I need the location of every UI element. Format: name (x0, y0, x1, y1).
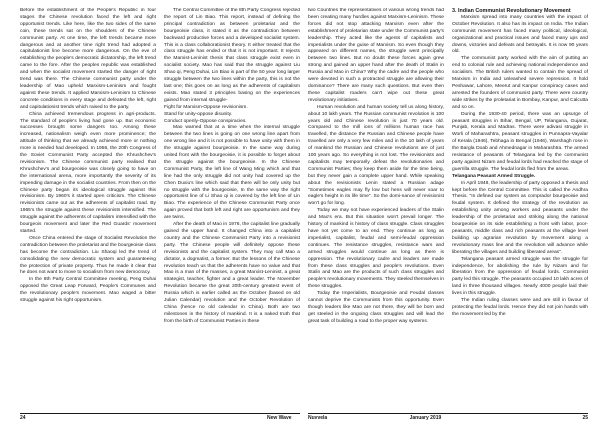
paragraph: two Countries the representatives of various wrong trends had been creating many hurdles against Marxism-Leninism. These forces did not stop attacking Marxism even after the establishment of proletarian state under the Communist party's leadership. They acted like the agents of capitalists and imperialists under the guise of Marxism. So even though they appeared on different names, the struggle went principally between two lines. But no doubt these forces again grew strong and gained an upper hand after the death of Stalin in Russia and Mao in China? Why the cadre and the people who were devoted in such a protracted struggle are allowing their dominance? There are many such questions. But even then these capitalist roaders can't wipe out these great revolutionary initiatives. (308, 8, 444, 103)
paragraph: The communist party worked with the aim of putting an end to colonial rule and achieving national independence and socialism. The British rulers wanted to contain the spread of Marxism in India and unleashed severe repression. It hold Peshawar, Lahore, Meerut and Kanpur conspiracy cases and arrested the founders of communist party. There were country wide strikes by the proletariat in Bombay, Kanpur, and Calcutta and so on. (452, 56, 588, 110)
section-heading: 3. Indian Communist Revolutionary Movement (452, 8, 571, 14)
paragraph: The Central Committee of the 8th Party Congress rejected the report of Lin Biao. This report, instead of defining the principal contradiction as between proletariat and the bourgeoisie class, it stated it as the contradiction between backward productive forces and a developed socialist system. This is a class collaborationist theory. It either treated that the class struggle has ended or that it is not important. It rejects the Marxist-Leninist thesis that class struggle exist even in socialist society. Mao has said that the struggle against Liu Shao qi, Peng Duhai, Lin Biao is part of the 50 year long larger struggle between the two lines within the party, this is not the last one; this goes on as long as the adherents of capitalism exists. Mao stated 3 principles basing on the experiences gained from internal struggle- (164, 8, 300, 103)
page-number: 25 (582, 415, 588, 421)
paragraph: Before the establishment of the People's Republic in four stages the Chinese revolution faced the left and right opportunist trends. Like here, like the two sides of the same coin, these trends sat on the shoulders of the Chinese communist party. At one time, the left trends became more dangerous and at another time right trend had adopted a capitulationist line become more dangerous. On the eve of establishing the people's democratic dictatorship, the left trend came to the fore. After the peoples republic was established and when the socialist movement started the danger of right trend was there. The Chinese communist party under the leadership of Mao upheld Marxism-Leninism and fought against these trends. It applied Marxism-Leninism to Chinese concrete conditions in every stage and defeated the left, right and capitulationist trends which raised to the party. (20, 8, 156, 110)
paragraph: Conduct openly-Oppose conspiracies. (164, 118, 247, 124)
subheading: Telangana Peasant Armed Struggle. (452, 173, 536, 179)
page-number: 24 (20, 415, 26, 421)
paragraph: After the death of Mao in 1976, the capitalist line gradually gained the upper hand. It changed China into a capitalist country and the Chinese Communist Party into a revisionist party. The Chinese people will definitely oppose these revisionists and the capitalist system. They may call Mao a dictator, a dogmatist, a former. But the lessons of the Chinese revolution teach us that the adherents have no value and that Mao is a man of the masses, a great Marxist-Leninist, a great strategist, teacher, fighter and a great leader. The November Revolution became the great 20th-century greatest event of Russia which is earlier called as the October (based on old Julian Calendar) revolution and the October Revolution of China (hence no old calendar in China). Both are two milestones in the history of mankind. It is a naked truth that from the birth of Communist Parties in these (164, 222, 300, 324)
text-column-left (20, 8, 156, 413)
issue-date: January 2019 (409, 415, 442, 421)
paragraph: Telangana peasant armed struggle was the struggle for independence, for abolishing the rule by Nizam and for liberation from the oppression of feudal lords. Communist party led this struggle. The peasants occupied 10 lakh acres of land in three thousand villages. Nearly 4000 people laid their lives in this struggle. (452, 256, 588, 297)
paragraph: China achieved tremendous progress in agri-products. The standard of people's living had gone up. But economic successes brought some dangers too. Among these increased, nationalism weigh even more prominence; the attitude of thinking that we already achieved more or nothing more is needed had developed. In 1956, the 20th Congress of the Soviet Communist Party accepted the Khrushchev's revisionism. The Chinese communist party realised that Khrushchev's and bourgeoisie was closely going to have on the international arena, more importantly the severity of its impending damage in the socialist countries. From then on the Chinese party began its ideological struggle against this revisionism. By 1960's it started open criticism. The Chinese revisionists came out as the adherents of capitalist road. By 1965's the struggle against these revisionists intensified. The struggle against the adherents of capitalism intensified with the bourgeois movement and later the Red Guards' movement started. (20, 111, 156, 234)
publication-name: New Wave (266, 415, 292, 421)
text-column-middle (164, 8, 300, 413)
paragraph: Human revolution and human society tell us along history, about 10 lakh years. The Russian communist revolution is 100 years old and Chinese revolution is just 70 years old. Compared to the mill ions of millions human race has travelled, the distance the Russian and Chinese people have travelled are only a very few miles and in the 10 lakh of years of mankind the Russian and Chinese revolutions are of just 100 years ago. So everything is not lost. The revisionists and capitalists may temporarily defeat the revolutionaries and Communist Parties; they keep them aside for the time being, but they never gain a complete upper hand. While speaking about the revisionists Lenin stated a Russian adage "Sometimes eagles may fly low but hens will never soar to eagle's height in its life time". So the domi-nance of revisionist won't go for long. (308, 104, 444, 207)
paragraph: In the 8th Party Central Committee meeting, Peng Duhai opposed the Great Leap Forward, People's Communes and the revolutionary people's movement. Mao waged a bitter struggle against his right opportunism. (20, 277, 156, 304)
text-column-far-right (452, 8, 588, 413)
paragraph: Today we may not have experienced leaders of the Stalin and Mao's era. But this situation won't prevail longer. The history of mankind is history of class struggle. Class struggles have not yet come to an end. They continue as long as imperialist, capitalist, feudal and semi-feudal oppression continues. The resistance struggles, resistance wars and armed struggles would continue as long as there is oppression. The revolutionary cadre and leaders are made from these class struggles and people's revolutions. Even Stalin and Mao are the products of such class struggles and people's revolutionary movements. They steeled themselves in these struggles. (308, 208, 444, 290)
page-footer-right (308, 413, 588, 421)
paragraph: Stand for unity-oppose disunity. (164, 111, 233, 117)
paragraph: During the 1930-40 period, there was an upsurge of peasant struggles in Bihar, Bengal, UP, Telangana, Gujarat, Punjab, Kerala and Madras. There were adivasi struggle in Worli of Maharashtra, peasant struggles in Punnapra-Vayalar of Kerala (1946), Tebhaga in Bengal (1946), Warshagh rose in the Bargla Doab and Ahmednagar in Maharashtra. The armed resistance of peasants of Telangana led by the communist party against Nizam and feudal lords had reached the stage of guerrilla struggle. The feudal lords fled from the areas. (452, 111, 588, 172)
text-column-right (308, 8, 444, 413)
paragraph: The Indian ruling classes were and are still in favour of protecting the feudal lords. Hence they did not join hands with the movement led by the (452, 298, 588, 317)
page-footer-left (20, 413, 300, 421)
paragraph: Today the Imperialists, Bourgeoisie and Feudal classes cannot deprive the Communists from this opportunity. Even though leaders like Mao are not there, they will be born and get steeled in the ongoing class struggles and will lead the great task of building a road to the proper way systems. (308, 291, 444, 324)
paragraph: Once China entered the stage of Socialist Revolution the contradiction between the proletariat and the bourgeoisie class has become the contradiction. Liu Shaoqi led the trend of consolidating the new democratic system and guaranteeing the protection of private property. Thus he made it clear that he does not want to move to socialism from new democracy. (20, 235, 156, 276)
paragraph: Marxism spread into many countries with the impact of October Revolution. It also has its impact on India. The Indian communist movement has faced many political, ideological, organizational and practical issues and faced many ups and downs, victories and defeats and betrayals. It is now 90 years old. (452, 14, 588, 55)
publication-name: Nuvvela (308, 415, 328, 421)
paragraph: Mao warned that at a time when the internal struggle between the two lines is going on one wrong line apart from one wrong line and it is not possible to have unity with them in the struggle against bourgeoisie. In the same way during united front with the bourgeoisie, it is possible to forget about the struggle against the bourgeoisie. In the Chinese Communist Party, the left line of Wang Ming which and that line had the only struggle did not unity had covered up the Chen Duxiu's line which said that there will be only unity but no struggle with the bourgeoisie, In the same way the right opportunist line of Li Shao qi is covered by the left line of Lin Biao. The experience of the Chinese Communist Party once again proved that both left and right are opportunism and they are twins. (164, 125, 300, 221)
paragraph: In April 1948, the leadership of party opposed a thesis and kept before the Central Committee. This is called the Andhra Thesis. "In defined our system as comprador bourgeoisie and feudal system. It defined the strategy of the revolution as establishing unity among workers and peasants under the leadership of the proletariat and striking along the national bourgeoisie on its side establishing a front with labor, poor-peasants, middle class and rich peasants at the village level building up agrarian revolution by movement along a revolutionary mass line and the revolution will advance while liberating the villages and building liberated areas". (452, 180, 588, 255)
paragraph: Fight for Marxism-Oppose revisionism. (164, 104, 248, 110)
